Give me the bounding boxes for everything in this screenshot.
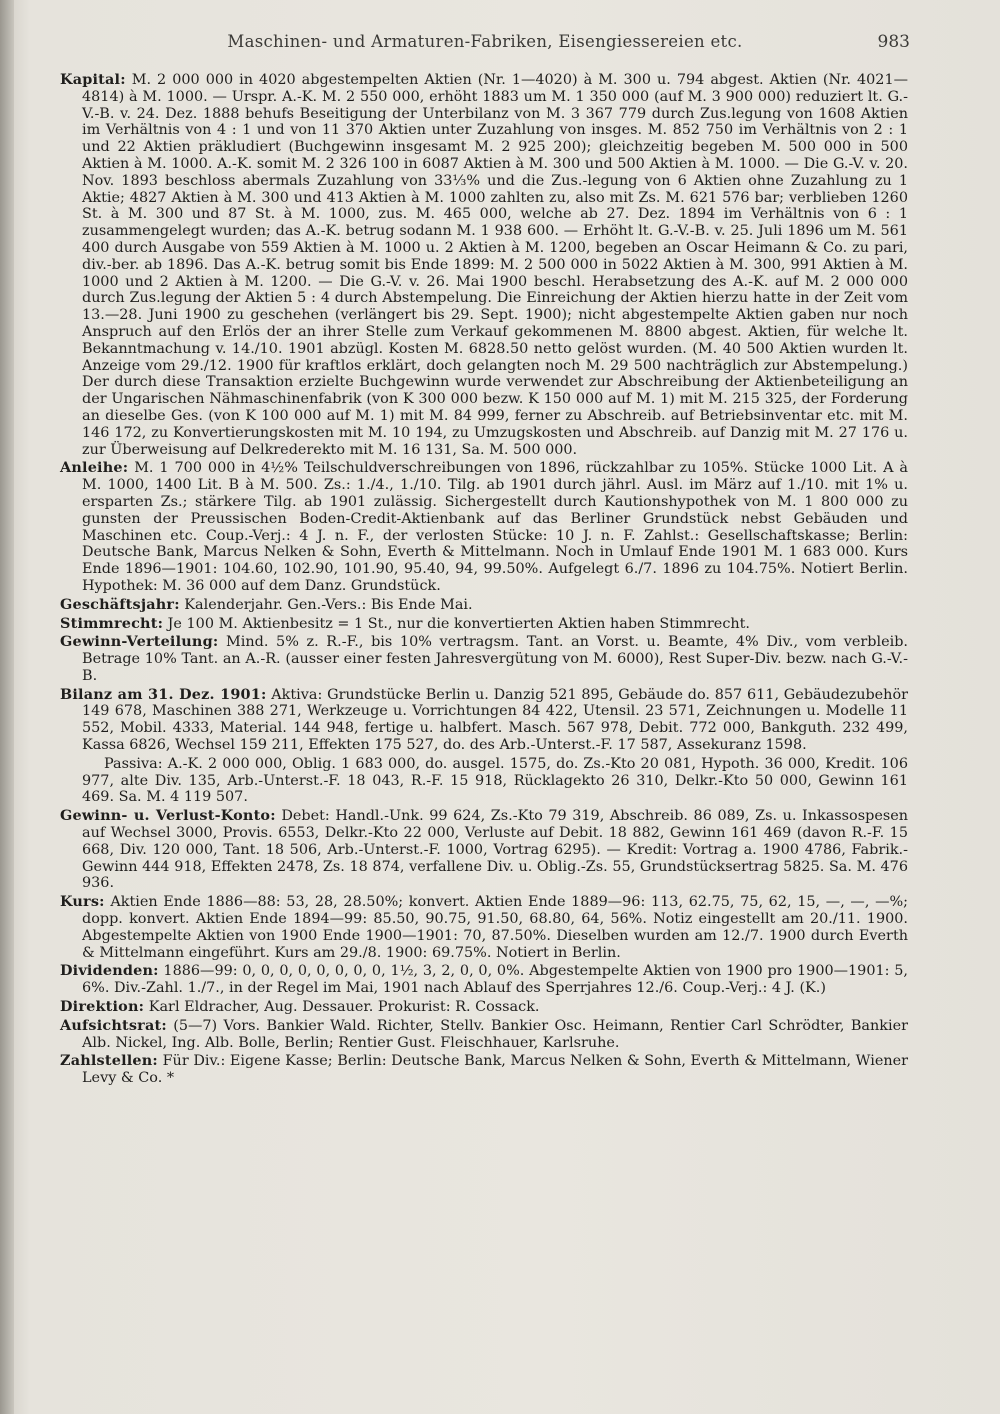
entry-term: Geschäftsjahr:	[60, 595, 180, 613]
page-number: 983	[877, 32, 910, 52]
entry-term: Bilanz am 31. Dez. 1901:	[60, 685, 267, 703]
entry-term: Kurs:	[60, 893, 105, 911]
entry-term: Stimmrecht:	[60, 614, 164, 632]
entry-text: (5—7) Vors. Bankier Wald. Richter, Stellv. Bankier Osc. Heimann, Rentier Carl Schrödter, Bankier Alb. Nickel, Ing. Alb. Bolle, Berlin; Rentier Gust. Fleischhauer, Karlsruhe.	[82, 1017, 908, 1051]
entry-text: Aktiva: Grundstücke Berlin u. Danzig 521 895, Gebäude do. 857 611, Gebäudezubehör 149 678, Maschinen 388 271, Werkzeuge u. Vorrichtungen 84 422, Utensil. 23 571, Zeichnungen u. Modelle 11 552, Mobil. 4333, Material. 144 948, fertige u. halbfert. Masch. 567 978, Debit. 772 000, Bankguth. 232 499, Kassa 6826, Wechsel 159 211, Effekten 175 527, do. des Arb.-Unterst.-F. 17 587, Assekuranz 1598.	[82, 686, 908, 754]
entry-text: Karl Eldracher, Aug. Dessauer. Prokurist: R. Cossack.	[144, 999, 540, 1016]
entry-term: Anleihe:	[60, 459, 129, 477]
entry-text: M. 1 700 000 in 4½% Teilschuldverschreibungen von 1896, rückzahlbar zu 105%. Stücke 1000 Lit. A à M. 1000, 1400 Lit. B à M. 500. Zs.: 1./4., 1./10. Tilg. ab 1901 durch jährl. Ausl. im März auf 1./10. mit 1% u. ersparten Zs.; stärkere Tilg. ab 1901 zulässig. Sichergestellt durch Kautionshypothek von M. 1 800 000 zu gunsten der Preussischen Boden-Credit-Aktienbank auf das Berliner Grundstück nebst Gebäuden und Maschinen etc. Coup.-Verj.: 4 J. n. F., der verlosten Stücke: 10 J. n. F. Zahlst.: Gesellschaftskasse; Berlin: Deutsche Bank, Marcus Nelken & Sohn, Everth & Mittelmann. Noch in Umlauf Ende 1901 M. 1 683 000. Kurs Ende 1896—1901: 104.60, 102.90, 101.90, 95.40, 94, 99.50%. Aufgelegt 6./7. 1896 zu 104.75%. Notiert Berlin. Hypothek: M. 36 000 auf dem Danz. Grundstück.	[82, 460, 908, 594]
entry-text: 1886—99: 0, 0, 0, 0, 0, 0, 0, 0, 1½, 3, 2, 0, 0, 0%. Abgestempelte Aktien von 1900 pro 1900—1901: 5, 6%. Div.-Zahl. 1./7., in der Regel im Mai, 1901 nach Ablauf des Sperrjahres 12./6. Coup.-Verj.: 4 J. (K.)	[82, 963, 908, 997]
entry-text: Kalenderjahr. Gen.-Vers.: Bis Ende Mai.	[179, 596, 473, 613]
page-binding-shadow	[0, 0, 14, 1414]
entry-text: Für Div.: Eigene Kasse; Berlin: Deutsche Bank, Marcus Nelken & Sohn, Everth & Mittelmann, Wiener Levy & Co. *	[82, 1053, 908, 1087]
document-body	[60, 72, 908, 1089]
entry-bilanz-aktiva	[60, 687, 908, 754]
running-head: Maschinen- und Armaturen-Fabriken, Eisengiessereien etc.	[227, 32, 743, 51]
entry-anleihe	[60, 460, 908, 594]
entry-text: Passiva: A.-K. 2 000 000, Oblig. 1 683 000, do. ausgel. 1575, do. Zs.-Kto 20 081, Hypoth. 36 000, Kredit. 106 977, alte Div. 135, Arb.-Unterst.-F. 18 043, R.-F. 15 918, Rücklagekto 26 310, Delkr.-Kto 50 000, Gewinn 161 469. Sa. M. 4 119 507.	[82, 755, 908, 806]
entry-term: Aufsichtsrat:	[60, 1016, 167, 1034]
entry-text: M. 2 000 000 in 4020 abgestempelten Aktien (Nr. 1—4020) à M. 300 u. 794 abgest. Aktien (Nr. 4021—4814) à M. 1000. — Urspr. A.-K. M. 2 550 000, erhöht 1883 um M. 1 350 000 (auf M. 3 900 000) reduziert lt. G.-V.-B. v. 24. Dez. 1888 behufs Beseitigung der Unterbilanz von M. 3 367 779 durch Zus.legung von 1608 Aktien im Verhältnis von 4 : 1 und von 11 370 Aktien unter Zuzahlung von insges. M. 852 750 im Verhältnis von 2 : 1 und 22 Aktien präkludiert (Buchgewinn insgesamt M. 2 925 200); gleichzeitig begeben M. 500 000 in 500 Aktien à M. 1000. A.-K. somit M. 2 326 100 in 6087 Aktien à M. 300 und 500 Aktien à M. 1000. — Die G.-V. v. 20. Nov. 1893 beschloss abermals Zuzahlung von 33⅓% und die Zus.-legung von 6 Aktien ohne Zuzahlung zu 1 Aktie; 4827 Aktien à M. 300 und 413 Aktien à M. 1000 zahlten zu, also mit Zs. M. 621 576 bar; verblieben 1260 St. à M. 300 und 87 St. à M. 1000, zus. M. 465 000, welche ab 27. Dez. 1894 im Verhältnis von 6 : 1 zusammengelegt wurden; das A.-K. betrug sodann M. 1 938 600. — Erhöht lt. G.-V.-B. v. 25. Juli 1896 um M. 561 400 durch Ausgabe von 559 Aktien à M. 1000 u. 2 Aktien à M. 1200, begeben an Oscar Heimann & Co. zu pari, div.-ber. ab 1896. Das A.-K. betrug somit bis Ende 1899: M. 2 500 000 in 5022 Aktien à M. 300, 991 Aktien à M. 1000 und 2 Aktien à M. 1200. — Die G.-V. v. 26. Mai 1900 beschl. Herabsetzung des A.-K. auf M. 2 000 000 durch Zus.legung der Aktien 5 : 4 durch Abstempelung. Die Einreichung der Aktien hierzu hatte in der Zeit vom 13.—28. Juni 1900 zu geschehen (verlängert bis 29. Sept. 1900); nicht abgestempelte Aktien gaben nur noch Anspruch auf den Erlös der an ihrer Stelle zum Verkauf gekommenen M. 8800 abgest. Aktien, für welche lt. Bekanntmachung v. 14./10. 1901 abzügl. Kosten M. 6828.50 netto gelöst wurden. (M. 40 500 Aktien wurden lt. Anzeige vom 29./12. 1900 für kraftlos erklärt, doch gelangten noch M. 29 500 nachträglich zur Abstempelung.) Der durch diese Transaktion erzielte Buchgewinn wurde verwendet zur Abschreibung der Aktienbeteiligung an der Ungarischen Nähmaschinenfabrik (von K 300 000 bezw. K 150 000 auf M. 1) mit M. 215 325, der Forderung an dieselbe Ges. (von K 100 000 auf M. 1) mit M. 84 999, ferner zu Abschreib. auf Betriebsinventar etc. mit M. 146 172, zu Konvertierungskosten mit M. 10 194, zu Umzugskosten und Abschreib. auf Danzig mit M. 27 176 u. zur Überweisung auf Delkrederekto mit M. 16 131, Sa. M. 500 000.	[82, 72, 908, 458]
entry-gewinn-verlust-konto	[60, 808, 908, 892]
entry-geschaeftsjahr	[60, 597, 908, 614]
entry-term: Kapital:	[60, 71, 126, 88]
entry-kapital	[60, 72, 908, 458]
entry-stimmrecht	[60, 616, 908, 633]
entry-dividenden	[60, 963, 908, 997]
entry-gewinn-verteilung	[60, 634, 908, 684]
entry-term: Dividenden:	[60, 962, 159, 980]
entry-text: Je 100 M. Aktienbesitz = 1 St., nur die konvertierten Aktien haben Stimmrecht.	[163, 615, 751, 632]
entry-direktion	[60, 999, 908, 1016]
entry-text: Aktien Ende 1886—88: 53, 28, 28.50%; konvert. Aktien Ende 1889—96: 113, 62.75, 75, 62, 15, —, —, —%; dopp. konvert. Aktien Ende 1894—99: 85.50, 90.75, 91.50, 68.80, 64, 56%. Notiz eingestellt am 20./11. 1900. Abgestempelte Aktien von 1900 Ende 1900—1901: 70, 87.50%. Dieselben wurden am 12./7. 1900 durch Everth & Mittelmann eingeführt. Kurs am 29./8. 1900: 69.75%. Notiert in Berlin.	[82, 894, 908, 961]
entry-term: Gewinn- u. Verlust-Konto:	[60, 807, 276, 825]
entry-bilanz-passiva	[60, 756, 908, 806]
entry-zahlstellen	[60, 1053, 908, 1087]
page-header	[60, 32, 910, 56]
entry-term: Zahlstellen:	[60, 1052, 158, 1070]
entry-text: Mind. 5% z. R.-F., bis 10% vertragsm. Tant. an Vorst. u. Beamte, 4% Div., vom verbleib. Betrage 10% Tant. an A.-R. (ausser einer festen Jahresvergütung von M. 6000), Rest Super-Div. bezw. nach G.-V.-B.	[82, 634, 908, 684]
entry-term: Gewinn-Verteilung:	[60, 633, 219, 651]
entry-kurs	[60, 894, 908, 961]
entry-aufsichtsrat	[60, 1018, 908, 1052]
entry-text: Debet: Handl.-Unk. 99 624, Zs.-Kto 79 319, Abschreib. 86 089, Zs. u. Inkassospesen auf Wechsel 3000, Provis. 6553, Delkr.-Kto 22 000, Verluste auf Debit. 18 882, Gewinn 161 469 (davon R.-F. 15 668, Div. 120 000, Tant. 18 506, Arb.-Unterst.-F. 1000, Vortrag 6295). — Kredit: Vortrag a. 1900 4786, Fabrik.-Gewinn 444 918, Effekten 2478, Zs. 18 874, verfallene Div. u. Oblig.-Zs. 55, Grundstücksertrag 5825. Sa. M. 476 936.	[82, 808, 909, 892]
entry-term: Direktion:	[60, 998, 145, 1016]
